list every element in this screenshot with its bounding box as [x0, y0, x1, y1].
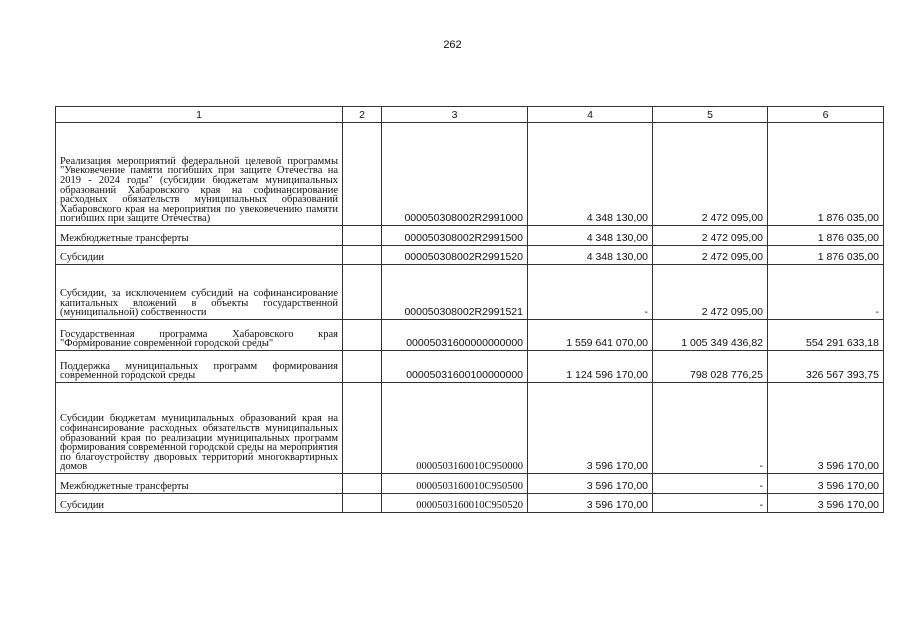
row-code: 00005031600000000000 [382, 320, 528, 351]
table-row [56, 474, 884, 494]
header-col-1: 1 [56, 107, 343, 123]
table-row [56, 383, 884, 474]
header-col-4: 4 [528, 107, 653, 123]
row-value-6: 3 596 170,00 [768, 474, 884, 494]
row-code: 000050308002R2991000 [382, 123, 528, 226]
row-value-4: 3 596 170,00 [528, 494, 653, 513]
row-name: Межбюджетные трансферты [56, 474, 343, 494]
row-name: Государственная программа Хабаровского края "Формирование современной городской среды" [56, 320, 343, 351]
row-value-6: 3 596 170,00 [768, 383, 884, 474]
row-value-4: 4 348 130,00 [528, 246, 653, 265]
table-row [56, 320, 884, 351]
budget-table [55, 106, 884, 513]
row-value-5: 2 472 095,00 [653, 226, 768, 246]
row-code: 000050308002R2991500 [382, 226, 528, 246]
row-code: 000050308002R2991520 [382, 246, 528, 265]
row-col2 [343, 265, 382, 320]
table-row [56, 123, 884, 226]
row-value-6: 1 876 035,00 [768, 123, 884, 226]
row-col2 [343, 383, 382, 474]
header-col-3: 3 [382, 107, 528, 123]
page-number: 262 [443, 39, 462, 51]
row-col2 [343, 351, 382, 383]
row-value-4: 3 596 170,00 [528, 383, 653, 474]
row-value-6: 1 876 035,00 [768, 226, 884, 246]
row-code: 0000503160010С950520 [382, 494, 528, 513]
row-value-4: 1 559 641 070,00 [528, 320, 653, 351]
header-col-6: 6 [768, 107, 884, 123]
row-code: 0000503160010С950500 [382, 474, 528, 494]
table-row [56, 226, 884, 246]
table-row [56, 246, 884, 265]
row-value-5: - [653, 474, 768, 494]
row-value-6: 3 596 170,00 [768, 494, 884, 513]
row-name: Субсидии бюджетам муниципальных образований края на софинансирование расходных обязательств муниципальных образований края по реализации муниципальных программ формирования современной городской среды на мероприятия по благоустройству дворовых территорий многоквартирных домов [56, 383, 343, 474]
table-row [56, 351, 884, 383]
row-value-4: 3 596 170,00 [528, 474, 653, 494]
row-code: 000050308002R2991521 [382, 265, 528, 320]
row-col2 [343, 494, 382, 513]
row-name: Субсидии, за исключением субсидий на софинансирование капитальных вложений в объекты государственной (муниципальной) собственности [56, 265, 343, 320]
row-name: Субсидии [56, 246, 343, 265]
row-value-6: 1 876 035,00 [768, 246, 884, 265]
row-code: 0000503160010С950000 [382, 383, 528, 474]
row-name: Межбюджетные трансферты [56, 226, 343, 246]
row-col2 [343, 123, 382, 226]
table-header-row [56, 107, 884, 123]
row-value-5: - [653, 383, 768, 474]
row-value-4: 4 348 130,00 [528, 123, 653, 226]
table-row [56, 265, 884, 320]
row-value-5: 2 472 095,00 [653, 123, 768, 226]
row-value-5: 798 028 776,25 [653, 351, 768, 383]
row-value-5: - [653, 494, 768, 513]
row-col2 [343, 320, 382, 351]
header-col-2: 2 [343, 107, 382, 123]
row-value-4: 4 348 130,00 [528, 226, 653, 246]
row-code: 00005031600100000000 [382, 351, 528, 383]
row-value-5: 1 005 349 436,82 [653, 320, 768, 351]
table-row [56, 494, 884, 513]
row-value-6: 326 567 393,75 [768, 351, 884, 383]
row-name: Субсидии [56, 494, 343, 513]
header-col-5: 5 [653, 107, 768, 123]
row-value-5: 2 472 095,00 [653, 246, 768, 265]
row-name: Реализация мероприятий федеральной целевой программы "Увековечение памяти погибших при защите Отечества на 2019 - 2024 годы" (субсидии бюджетам муниципальных образований Хабаровского края на софинансирование расходных обязательств муниципальных образований Хабаровского края на мероприятия по увековечению памяти погибших при защите Отечества) [56, 123, 343, 226]
row-value-4: - [528, 265, 653, 320]
row-value-4: 1 124 596 170,00 [528, 351, 653, 383]
row-col2 [343, 474, 382, 494]
row-value-6: - [768, 265, 884, 320]
row-col2 [343, 226, 382, 246]
row-col2 [343, 246, 382, 265]
row-name: Поддержка муниципальных программ формирования современной городской среды [56, 351, 343, 383]
row-value-5: 2 472 095,00 [653, 265, 768, 320]
row-value-6: 554 291 633,18 [768, 320, 884, 351]
